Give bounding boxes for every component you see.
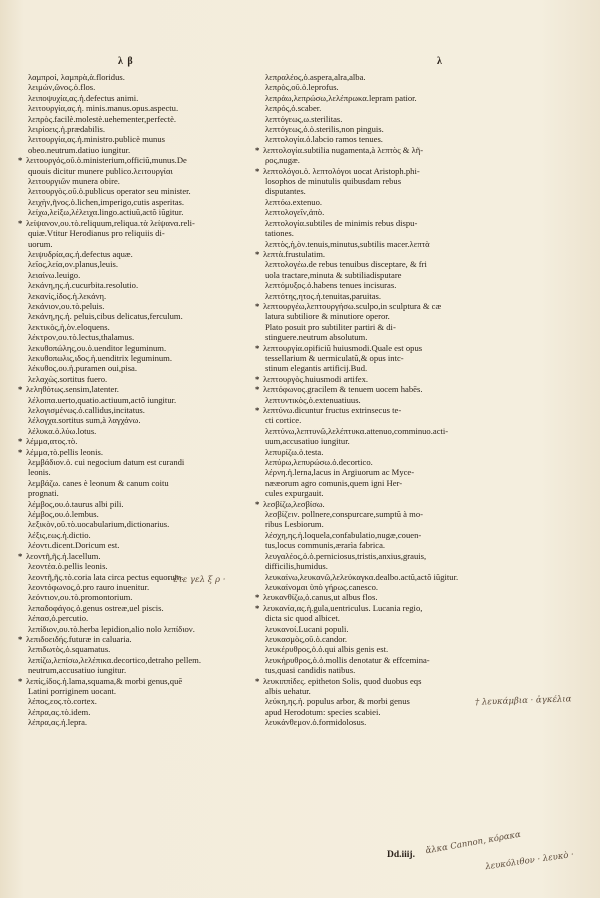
asterisk-mark: *	[255, 602, 260, 613]
entry-text: λέκυθος,ου.ἡ.puramen oui,pisa.	[28, 363, 138, 374]
entry-text: λειτουργιῶν munera obire.	[28, 176, 120, 187]
entry-text: λέκτρον,ου.τὸ.lectus,thalamus.	[28, 332, 135, 343]
entry-text: λεπτόμυξος.ὁ.habens tenues incisuras.	[265, 280, 397, 291]
dictionary-entry	[265, 509, 527, 519]
entry-text: λευκανθίζω,ὁ.canus,ut albus flos.	[263, 592, 378, 603]
asterisk-mark: *	[255, 373, 260, 384]
dictionary-entry	[265, 291, 527, 301]
dictionary-entry	[265, 707, 527, 717]
entry-text: λαμπροί, λαμπρὰ,ὰ.floridus.	[28, 72, 125, 82]
entry-text: λειαίνω.leuigo.	[28, 269, 81, 280]
entry-text: λεκάνη,ης.ἡ.cucurbita.resolutio.	[28, 280, 139, 291]
entry-text: λεπτυντικὸς,ὁ.extenuatiuus.	[265, 394, 361, 405]
entry-text: λειψυδρία,ας.ἡ.defectus aquæ.	[28, 248, 133, 259]
dictionary-entry	[265, 353, 527, 363]
running-header-left: λ β	[118, 56, 134, 67]
dictionary-entry	[265, 540, 527, 550]
entry-text: λεπιδωτὸς,ὁ.squamatus.	[28, 644, 111, 655]
dictionary-entry	[28, 363, 280, 373]
entry-text: uola tractare,minuta & subtiliadisputare	[265, 269, 402, 280]
dictionary-entry	[255, 373, 527, 384]
entry-text: λεόντιον,ου.τὸ.promontorium.	[28, 592, 133, 603]
entry-text: λεπτολογία.subtiles de minimis rebus dispu-	[265, 217, 418, 228]
dictionary-entry	[28, 124, 280, 134]
dictionary-entry	[28, 176, 280, 186]
entry-text: λευκανία,ας.ἡ.gula,uentriculus. Lucania regio,	[263, 602, 423, 613]
dictionary-entry	[28, 322, 280, 332]
dictionary-entry	[265, 311, 527, 321]
asterisk-mark: *	[255, 498, 260, 509]
entry-text: Plato posuit pro subtiliter partiri & di-	[265, 321, 396, 332]
dictionary-entry	[265, 634, 527, 644]
entry-text: stinguere.neutrum absolutum.	[265, 332, 368, 343]
entry-text: λεοντέα.ὁ.pellis leonis.	[28, 561, 108, 572]
entry-text: λεπτὰ.frustulatim.	[263, 248, 326, 259]
entry-text: λέμμα,ατος.τὸ.	[26, 436, 78, 447]
entry-text: λεκάνη,ης.ἡ. peluis,cibus delicatus,ferculum.	[28, 311, 183, 322]
dictionary-entry	[18, 436, 280, 447]
dictionary-entry	[28, 291, 280, 301]
dictionary-entry	[18, 550, 280, 561]
entry-text: λεπτότης,ητος.ἡ.tenuitas,paruitas.	[265, 290, 382, 301]
dictionary-entry	[265, 582, 527, 592]
entry-text: λειτουργός,οῦ.ὁ.ministerium,officiũ,munus.De	[26, 155, 187, 166]
entry-text: latura subtiliore & minutiore operor.	[265, 311, 390, 322]
entry-text: λεξικὸν,οῦ.τὸ.uocabularium,dictionarius.	[28, 519, 170, 530]
dictionary-entry	[255, 498, 527, 509]
asterisk-mark: *	[255, 405, 260, 415]
dictionary-entry	[265, 561, 527, 571]
dictionary-entry	[28, 353, 280, 363]
entry-text: leonis.	[28, 467, 51, 478]
entry-text: tationes.	[265, 228, 294, 239]
entry-text: quiæ.Vtitur Herodianus pro reliquiis di-	[28, 228, 165, 239]
dictionary-entry	[265, 519, 527, 529]
dictionary-entry	[28, 488, 280, 498]
entry-text: λεμβάζω. canes è leonum & canum coitu	[28, 477, 169, 488]
dictionary-entry	[265, 717, 527, 727]
entry-text: λεοντόφωνος,ὁ.pro rauro inuenitur.	[28, 581, 150, 592]
entry-text: prognati.	[28, 488, 59, 499]
dictionary-entry	[265, 270, 527, 280]
entry-text: λεκάνιον,ου.τὸ.peluis.	[28, 300, 105, 311]
dictionary-entry	[18, 217, 280, 228]
dictionary-entry	[28, 145, 280, 155]
entry-text: λέπρα,ας.τὸ.idem.	[28, 706, 91, 717]
dictionary-entry	[265, 415, 527, 425]
entry-text: quouis dicitur munere publico.λειτουργίαι	[28, 165, 173, 176]
entry-text: λέπασ,ὁ.percutio.	[28, 613, 89, 624]
dictionary-entry	[265, 551, 527, 561]
dictionary-entry	[255, 405, 527, 415]
dictionary-entry	[265, 82, 527, 92]
entry-text: λευκανοί.Lucani populi.	[265, 623, 349, 634]
entry-text: λείχω,λείξω,λέλειχα.lingo.actiuũ,actõ iũgitur.	[28, 207, 184, 218]
entry-text: λεπύρω,λεπυρώσω.ὁ.decortico.	[265, 457, 373, 468]
dictionary-entry	[265, 124, 527, 134]
dictionary-entry	[28, 395, 280, 405]
dictionary-entry	[265, 686, 527, 696]
dictionary-entry	[265, 363, 527, 373]
dictionary-entry	[28, 499, 280, 509]
asterisk-mark: *	[18, 675, 23, 686]
dictionary-entry	[265, 103, 527, 113]
dictionary-entry	[28, 415, 280, 425]
signature-mark: Dd.iiij.	[387, 850, 415, 860]
entry-text: uum,accusatiuo iungitur.	[265, 436, 350, 447]
entry-text: λεπίδιον,ου.τὸ.herba lepidion,alio nolo λεπίδιον.	[28, 623, 195, 634]
dictionary-entry	[255, 300, 527, 311]
dictionary-entry	[18, 384, 280, 395]
dictionary-entry	[255, 592, 527, 603]
entry-text: λεοντῆ,ῆς.ἡ.lacellum.	[26, 550, 101, 561]
dictionary-entry	[28, 592, 280, 602]
dictionary-entry	[255, 342, 527, 353]
entry-text: albis uehatur.	[265, 685, 311, 696]
dictionary-entry	[28, 72, 280, 82]
dictionary-entry	[28, 707, 280, 717]
dictionary-entry	[28, 426, 280, 436]
dictionary-entry	[18, 155, 280, 166]
asterisk-mark: *	[18, 384, 23, 395]
dictionary-entry	[265, 218, 527, 228]
entry-text: λεπίζω,λεπίσω,λελέπικα.decortico,detraho pellem.	[28, 654, 202, 665]
dictionary-entry	[265, 624, 527, 634]
entry-text: λεπτύνω.dicuntur fructus extrinsecus te-	[263, 405, 402, 415]
asterisk-mark: *	[255, 592, 260, 603]
entry-text: neutrum,accusatiuo iungitur.	[28, 665, 127, 676]
asterisk-mark: *	[255, 342, 260, 353]
dictionary-entry	[265, 655, 527, 665]
dictionary-entry	[28, 572, 280, 582]
dictionary-entry	[265, 186, 527, 196]
asterisk-mark: *	[18, 550, 23, 561]
dictionary-entry	[28, 603, 280, 613]
dictionary-entry	[265, 239, 527, 249]
entry-text: λευκαίνω,λευκανῶ,λελεύκαγκα.dealbo.actũ,actõ iũgitur.	[265, 571, 459, 582]
entry-text: λεπτόγεως,ω.sterilitas.	[265, 113, 343, 124]
entry-text: λεκτικὸς,ὴ,ὸν.eloquens.	[28, 321, 110, 332]
asterisk-mark: *	[255, 248, 260, 259]
dictionary-entry	[28, 478, 280, 488]
entry-text: λεπτολογία.ὁ.labcio ramos tenues.	[265, 134, 383, 145]
dictionary-entry	[28, 561, 280, 571]
entry-text: λευγαλέος,ὁ.ὁ.perniciosus,tristis,anxius,grauis,	[265, 550, 427, 561]
entry-text: λευκιππίδες. epitheton Solis, quod duobus eqs	[263, 675, 422, 686]
entry-text: λειτουργὸς.οῦ.ὁ.publicus operator seu minister.	[28, 186, 191, 197]
entry-text: λεοντῆ,ῆς.τὸ.coria lata circa pectus equorum.	[28, 571, 184, 582]
entry-text: λεπίς,ίδος.ἡ.lama,squama,& morbi genus,quē	[26, 675, 183, 686]
right-column	[255, 72, 527, 728]
entry-text: λεπτόγεως,ὁ.ὁ.sterilis,non pinguis.	[265, 124, 384, 135]
dictionary-entry	[265, 530, 527, 540]
dictionary-entry	[28, 696, 280, 706]
entry-text: tessellarium & uermiculatũ,& opus intc-	[265, 352, 404, 363]
entry-text: λεμβάδιον.ὁ. cui negocium datum est curandi	[28, 457, 185, 468]
entry-text: tus,quasi candidis natibus.	[265, 665, 356, 676]
entry-text: λειτουργία,ας.ἡ.ministro.publicè munus	[28, 134, 165, 145]
entry-text: λεπραλέος,ὁ.aspera,alra,alba.	[265, 72, 366, 82]
dictionary-entry	[265, 572, 527, 582]
dictionary-entry	[18, 675, 280, 686]
entry-text: λέμβος,ου.ὁ.taurus albi pili.	[28, 498, 124, 509]
entry-text: λέλογχα.sortitus sum,à λαγχάνω.	[28, 415, 141, 426]
asterisk-mark: *	[18, 446, 23, 457]
entry-text: λέοντι.dicent.Doricum est.	[28, 540, 120, 551]
entry-text: λέρνη.ἡ.lerna,lacus in Argiuorum ac Myce-	[265, 467, 415, 478]
running-header-right: λ	[437, 56, 443, 67]
dictionary-entry	[255, 248, 527, 259]
entry-text: λειχὴν,ῆνος.ὁ.lichen,imperigo,cutis asperitas.	[28, 196, 185, 207]
dictionary-entry	[265, 457, 527, 467]
marginal-note: · ἔτε γελ ξ ρ ·	[168, 575, 226, 585]
entry-text: tus,locus communis,ærarìa fabrica.	[265, 540, 386, 551]
entry-text: λευκήρυθρος,ὁ.ὁ.mollis denotatur & effcemina-	[265, 654, 430, 665]
entry-text: λεπρὸς.facilè.molestè.uehementer,perfectè.	[28, 113, 177, 124]
entry-text: λεπτολογέω.de rebus tenuibus disceptare, & fri	[265, 259, 427, 270]
entry-text: λεληθότως.sensim,latenter.	[26, 384, 119, 395]
dictionary-entry	[255, 675, 527, 686]
dictionary-entry	[28, 624, 280, 634]
entry-text: ribus Lesbiorum.	[265, 519, 324, 530]
dictionary-entry	[28, 644, 280, 654]
dictionary-entry	[28, 270, 280, 280]
dictionary-entry	[28, 301, 280, 311]
asterisk-mark: *	[18, 155, 23, 166]
dictionary-entry	[28, 228, 280, 238]
entry-text: λεπτουργέω,λεπτουργήσω.sculpo,in sculptura & cæ	[263, 300, 442, 311]
entry-text: λέμμα,τὸ.pellis leonis.	[26, 446, 103, 457]
entry-text: λεπτολόγοι.ὁ. λεπτολόγοι uocat Aristoph.phi-	[263, 165, 420, 176]
dictionary-entry	[255, 602, 527, 613]
dictionary-entry	[265, 436, 527, 446]
dictionary-entry	[265, 280, 527, 290]
dictionary-entry	[265, 478, 527, 488]
entry-text: stinum elegantis artificij.Bud.	[265, 363, 368, 374]
entry-text: λεύκη,ης.ἡ. populus arbor, & morbi genus	[265, 696, 410, 707]
entry-text: λελογισμένως.ὁ.callidus,incitatus.	[28, 405, 145, 415]
dictionary-entry	[28, 93, 280, 103]
entry-text: Latini porriginem uocant.	[28, 685, 117, 696]
dictionary-entry	[28, 540, 280, 550]
dictionary-entry	[18, 446, 280, 457]
dictionary-entry	[28, 530, 280, 540]
entry-text: λεπτόφωνος.gracilem & tenuem uocem habēs.	[263, 384, 423, 395]
entry-text: λεπτόω.extenuo.	[265, 196, 323, 207]
entry-text: λεπτολογεῖν,ἀπὸ.	[265, 207, 325, 218]
asterisk-mark: *	[18, 436, 23, 447]
entry-text: obeo.neutrum.datiuo iungitur.	[28, 144, 131, 155]
dictionary-entry	[28, 249, 280, 259]
dictionary-entry	[265, 114, 527, 124]
entry-text: λευκαίνομαι ὑπὸ γήρως.canesco.	[265, 581, 379, 592]
dictionary-entry	[265, 426, 527, 436]
asterisk-mark: *	[255, 300, 260, 311]
dictionary-entry	[28, 239, 280, 249]
entry-text: λεπρός,ὁ.scaber.	[265, 103, 322, 114]
dictionary-entry	[265, 207, 527, 217]
asterisk-mark: *	[255, 144, 260, 155]
entry-text: λευκάνθεμον.ὁ.formidolosus.	[265, 717, 367, 728]
entry-text: λεκυθοπωλις,ιδος.ἡ.uenditrix leguminum.	[28, 352, 173, 363]
entry-text: λέλοιπα.uerto,quatio.actiuum,actõ iungitur.	[28, 394, 177, 405]
entry-text: nææorum agro comunis,quem igni Her-	[265, 477, 403, 488]
dictionary-entry	[28, 665, 280, 675]
entry-text: λέπρα,ας.ἡ.lepra.	[28, 717, 88, 728]
asterisk-mark: *	[255, 384, 260, 395]
dictionary-entry	[255, 384, 527, 395]
entry-text: λεπτουργία.opificiũ huiusmodi.Quale est opus	[263, 342, 423, 353]
entry-text: λεκανίς,ίδος.ἡ.λεκάνη.	[28, 290, 107, 301]
dictionary-entry	[28, 686, 280, 696]
entry-text: losophos de minutulis quibusdam rebus	[265, 176, 402, 187]
dictionary-entry	[18, 633, 280, 644]
dictionary-entry	[265, 447, 527, 457]
left-column	[18, 72, 280, 728]
asterisk-mark: *	[255, 675, 260, 686]
entry-text: λευκέρυθρος,ὁ.ὁ.qui albis genis est.	[265, 644, 389, 655]
dictionary-entry	[265, 665, 527, 675]
dictionary-entry	[28, 114, 280, 124]
dictionary-entry	[28, 186, 280, 196]
entry-text: ρος,nugæ.	[265, 155, 300, 166]
dictionary-entry	[265, 395, 527, 405]
dictionary-entry	[255, 144, 527, 155]
dictionary-entry	[28, 467, 280, 477]
dictionary-entry	[265, 467, 527, 477]
dictionary-entry	[265, 322, 527, 332]
dictionary-entry	[28, 457, 280, 467]
entry-text: λέμβος,ου.ὁ.lembus.	[28, 509, 99, 520]
entry-text: λειτουργία,ας.ἡ. minis.manus.opus.aspectu.	[28, 103, 179, 114]
entry-text: λειρίοεις.ἡ.prædabilis.	[28, 124, 106, 135]
dictionary-entry	[265, 93, 527, 103]
dictionary-entry	[265, 134, 527, 144]
dictionary-entry	[28, 332, 280, 342]
entry-text: λείψανον,ου.τὸ.reliquum,reliqua.τὰ λείψανα.reli-	[26, 217, 195, 228]
entry-text: cti cortice.	[265, 415, 302, 426]
dictionary-entry	[265, 259, 527, 269]
dictionary-entry	[265, 332, 527, 342]
entry-text: λεπράω,λεπρώσω,λελέπρωκα.lepram patior.	[265, 92, 417, 103]
dictionary-entry	[28, 343, 280, 353]
dictionary-entry	[28, 374, 280, 384]
entry-text: λεπτουργὸς.huiusmodi artifex.	[263, 373, 369, 384]
dictionary-entry	[28, 717, 280, 727]
dictionary-entry	[28, 655, 280, 665]
entry-text: difficilis,humidus.	[265, 561, 328, 572]
dictionary-entry	[28, 280, 280, 290]
entry-text: λεκυθοπώλης,ου.ὁ.uenditor leguminum.	[28, 342, 167, 353]
marginal-note: † λευκάμβια · ἀγκέλια	[474, 694, 572, 708]
entry-text: uorum.	[28, 238, 53, 249]
dictionary-entry	[265, 155, 527, 165]
entry-text: λεῖος,λεία,ον.planus,leuis.	[28, 259, 118, 270]
entry-text: λεπαδοφάγος.ὁ.genus ostreæ,uel piscis.	[28, 602, 164, 613]
dictionary-entry	[28, 509, 280, 519]
asterisk-mark: *	[255, 165, 260, 176]
dictionary-entry	[28, 134, 280, 144]
dictionary-entry	[265, 197, 527, 207]
entry-text: disputantes.	[265, 186, 306, 197]
entry-text: λελαχὼς.sortitus fuero.	[28, 373, 108, 384]
dictionary-entry	[28, 582, 280, 592]
dictionary-entry	[28, 519, 280, 529]
entry-text: dicta sic quod albicet.	[265, 613, 340, 624]
entry-text: λέξις,εως.ἡ.dictio.	[28, 529, 91, 540]
dictionary-entry	[28, 405, 280, 415]
marginal-note: ἄλκα Cannon, κόρακα	[424, 829, 522, 857]
entry-text: λεπυρίζω.ὁ.testa.	[265, 446, 324, 457]
dictionary-entry	[265, 488, 527, 498]
entry-text: λεπιδοειδής.futuræ in caluaria.	[26, 633, 132, 644]
dictionary-entry	[265, 176, 527, 186]
entry-text: λεσβίζειν. pollnere,conspurcare,sumptũ à mo-	[265, 509, 423, 520]
dictionary-entry	[28, 311, 280, 321]
dictionary-entry	[28, 82, 280, 92]
dictionary-entry	[265, 613, 527, 623]
dictionary-entry	[28, 613, 280, 623]
marginal-note: λευκόλιθον · λευκὸ ·	[484, 849, 575, 873]
entry-text: λέλυκα.ὁ.λύω.lotus.	[28, 425, 97, 436]
entry-text: apud Herodotum: species scabiei.	[265, 706, 381, 717]
entry-text: λειποψυχία,ας.ἡ.defectus animi.	[28, 92, 139, 103]
entry-text: λεπτὸς,ὴ,ὸν.tenuis,minutus,subtilis macer.λεπτὰ	[265, 238, 430, 249]
entry-text: λέσχη,ης.ἡ.loquela,confabulatio,nugæ,couen-	[265, 529, 422, 540]
entry-text: cules expurgauit.	[265, 488, 324, 499]
dictionary-entry	[255, 165, 527, 176]
asterisk-mark: *	[18, 217, 23, 228]
entry-text: λεσβίζω,λεσβίσω.	[263, 498, 325, 509]
dictionary-entry	[265, 72, 527, 82]
dictionary-entry	[28, 259, 280, 269]
entry-text: λεπτολογία.subtilia nugamenta,à λεπτὸς & λῆ-	[263, 144, 424, 155]
asterisk-mark: *	[18, 633, 23, 644]
entry-text: λειμών,ῶνος.ὁ.flos.	[28, 82, 96, 93]
dictionary-entry	[28, 103, 280, 113]
dictionary-entry	[265, 644, 527, 654]
dictionary-entry	[265, 228, 527, 238]
dictionary-entry	[28, 166, 280, 176]
entry-text: λευκασμὸς,οῦ.ὁ.candor.	[265, 633, 348, 644]
dictionary-entry	[28, 207, 280, 217]
dictionary-entry	[28, 197, 280, 207]
entry-text: λεπτύνω,λεπτυνῶ,λελέπτυκα.attenuo,comminuo.acti-	[265, 425, 449, 436]
entry-text: λέπος,εος.τὸ.cortex.	[28, 696, 97, 707]
entry-text: λεπρὸς,οῦ.ὁ.leprofus.	[265, 82, 339, 93]
